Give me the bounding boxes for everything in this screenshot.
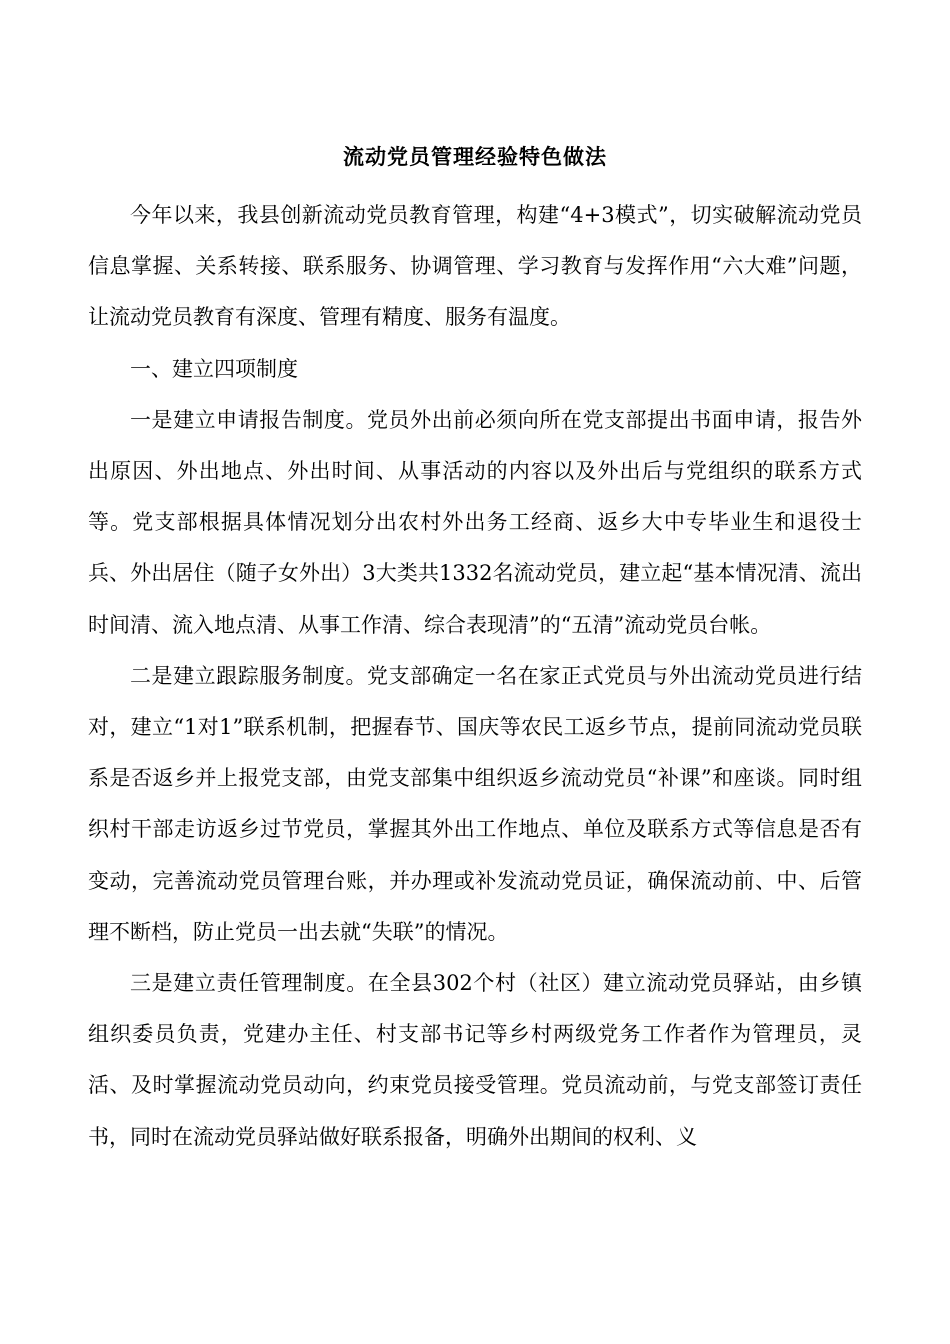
paragraph-application-report: 一是建立申请报告制度。党员外出前必须向所在党支部提出书面申请，报告外出原因、外出地点、外出时间、从事活动的内容以及外出后与党组织的联系方式等。党支部根据具体情况划分出农村外出务工经商、返乡大中专毕业生和退役士兵、外出居住（随子女外出）3大类共1332名流动党员，建立起“基本情况清、流出时间清、流入地点清、从事工作清、综合表现清”的“五清”流动党员台帐。 — [88, 407, 862, 637]
paragraph-responsibility-management: 三是建立责任管理制度。在全县302个村（社区）建立流动党员驿站，由乡镇组织委员负责，党建办主任、村支部书记等乡村两级党务工作者作为管理员，灵活、及时掌握流动党员动向，约束党员接受管理。党员流动前，与党支部签订责任书，同时在流动党员驿站做好联系报备，明确外出期间的权利、义 — [88, 971, 862, 1149]
section-heading: 一、建立四项制度 — [130, 356, 298, 381]
intro-paragraph: 今年以来，我县创新流动党员教育管理，构建“4+3模式”，切实破解流动党员信息掌握、关系转接、联系服务、协调管理、学习教育与发挥作用“六大难”问题，让流动党员教育有深度、管理有精度、服务有温度。 — [88, 203, 862, 330]
document-body — [88, 190, 862, 1163]
document-title: 流动党员管理经验特色做法 — [343, 144, 607, 169]
paragraph-tracking-service: 二是建立跟踪服务制度。党支部确定一名在家正式党员与外出流动党员进行结对，建立“1对1”联系机制，把握春节、国庆等农民工返乡节点，提前同流动党员联系是否返乡并上报党支部，由党支部集中组织返乡流动党员“补课”和座谈。同时组织村干部走访返乡过节党员，掌握其外出工作地点、单位及联系方式等信息是否有变动，完善流动党员管理台账，并办理或补发流动党员证，确保流动前、中、后管理不断档，防止党员一出去就“失联”的情况。 — [88, 663, 862, 944]
